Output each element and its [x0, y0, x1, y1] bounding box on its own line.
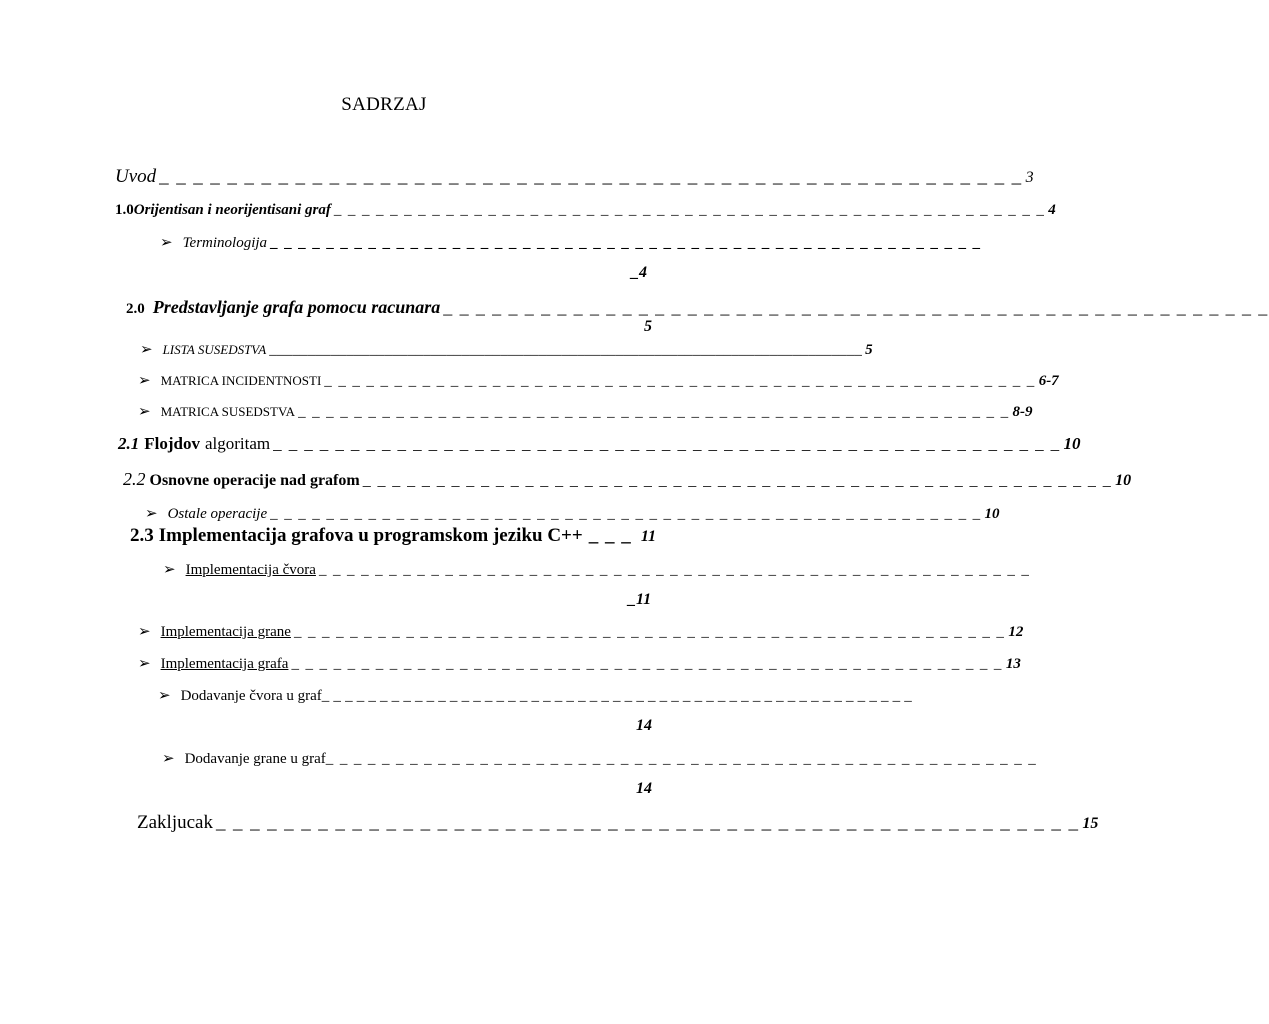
toc-entry-ostale-operacije[interactable] [145, 504, 1000, 523]
toc-entry-matrica-incidentnosti[interactable] [138, 371, 1059, 390]
toc-label-bold: Flojdov [144, 434, 200, 453]
toc-page: 12 [1008, 624, 1024, 640]
toc-leader: _ _ _ _ _ _ _ _ _ _ _ _ _ _ _ _ _ _ _ _ _ _ _ _ _ _ _ _ _ _ _ _ _ _ _ _ _ _ _ _ _ _ _ _ _ _ _ _ _ _ _ [321, 688, 912, 704]
arrow-bullet-icon: ➢ [145, 506, 158, 522]
toc-leader: _ _ _ _ _ _ _ _ _ _ _ _ _ _ _ _ _ _ _ _ _ _ _ _ _ _ _ _ _ _ _ _ _ _ _ _ _ _ _ _ _ _ _ _ _ _ _ _ _ _ _ [293, 624, 1006, 640]
toc-label: Zakljucak [137, 812, 213, 833]
toc-label: Uvod [115, 166, 157, 187]
toc-page: 10 [984, 506, 1000, 522]
toc-label: Ostale operacije [167, 506, 268, 522]
toc-entry-lista-susedstva[interactable] [140, 340, 873, 359]
toc-entry-zakljucak[interactable] [137, 812, 1099, 834]
toc-entry-implementacija-grafa[interactable] [138, 654, 1021, 673]
toc-entry-2-0[interactable] [126, 297, 1269, 318]
toc-label: Orijentisan i neorijentisani graf [133, 202, 331, 218]
toc-entry-implementacija-cvora[interactable] [163, 560, 1031, 579]
arrow-bullet-icon: ➢ [138, 404, 151, 420]
arrow-bullet-icon: ➢ [163, 562, 176, 578]
toc-label: MATRICA INCIDENTNOSTI [160, 373, 322, 388]
toc-leader: _ _ _ _ _ _ _ _ _ _ _ _ _ _ _ _ _ _ _ _ _ _ _ _ _ _ _ _ _ _ _ _ _ _ _ _ _ _ _ _ _ _ _ _ _ _ _ _ _ _ _ [273, 434, 1061, 453]
toc-leader: _ _ _ _ _ _ _ _ _ _ _ _ _ _ _ _ _ _ _ _ _ _ _ _ _ _ _ _ _ _ _ _ _ _ _ _ _ _ _ _ _ _ _ _ _ _ _ _ _ _ _ [325, 751, 1038, 767]
toc-page: 11 [640, 528, 656, 545]
toc-entry-dodavanje-grane[interactable] [162, 749, 1038, 768]
toc-page: 13 [1005, 656, 1021, 672]
toc-label: Predstavljanje grafa pomocu racunara [152, 297, 441, 317]
toc-page: _4 [631, 264, 647, 281]
toc-page: 15 [1082, 815, 1099, 832]
arrow-bullet-icon: ➢ [138, 656, 151, 672]
toc-leader: _ _ _ _ _ _ _ _ _ _ _ _ _ _ _ _ _ _ _ _ _ _ _ _ _ _ _ _ _ _ _ _ _ _ _ _ _ _ _ _ _ _ _ _ _ _ _ _ _ _ _ [298, 404, 1010, 420]
arrow-bullet-icon: ➢ [160, 235, 173, 251]
toc-label: Terminologija [182, 235, 268, 251]
toc-leader: _ _ _ _ _ _ _ _ _ _ _ _ _ _ _ _ _ _ _ _ _ _ _ _ _ _ _ _ _ _ _ _ _ _ _ _ _ _ _ _ _ _ _ _ _ _ _ _ _ _ _ [159, 166, 1023, 187]
toc-leader: _ _ _ _ _ _ _ _ _ _ _ _ _ _ _ _ _ _ _ _ _ _ _ _ _ _ _ _ _ _ _ _ _ _ _ _ _ _ _ _ _ _ _ _ _ _ _ _ _ _ _ [333, 202, 1046, 218]
toc-page: 4 [1048, 202, 1056, 218]
toc-leader: _ _ _ _ _ _ _ _ _ _ _ _ _ _ _ _ _ _ _ _ _ _ _ _ _ _ _ _ _ _ _ _ _ _ _ _ _ _ _ _ _ _ _ _ _ _ _ _ _ _ _ [270, 235, 982, 251]
toc-entry-2-3[interactable] [130, 525, 656, 547]
toc-label: Implementacija grane [160, 624, 291, 640]
toc-number: 2.3 [130, 525, 154, 546]
arrow-bullet-icon: ➢ [158, 688, 171, 704]
toc-label: algoritam [204, 434, 271, 453]
toc-leader: _ _ _ _ _ _ _ _ _ _ _ _ _ _ _ _ _ _ _ _ _ _ _ _ _ _ _ _ _ _ _ _ _ _ _ _ _ _ _ _ _ _ _ _ _ _ _ _ _ _ _ [362, 472, 1113, 489]
toc-entry-2-1[interactable] [118, 434, 1081, 454]
toc-leader: _ _ _ _ _ _ _ _ _ _ _ _ _ _ _ _ _ _ _ _ _ _ _ _ _ _ _ _ _ _ _ _ _ _ _ _ _ _ _ _ _ _ _ _ _ _ _ _ _ _ _ [443, 297, 1269, 317]
toc-page: 5 [865, 342, 873, 358]
toc-label: Implementacija grafova u programskom jeziku C++ [158, 525, 583, 546]
toc-label: Implementacija čvora [185, 562, 316, 578]
toc-page: 3 [1025, 169, 1034, 186]
toc-leader: _ _ _ _ _ _ _ _ _ _ _ _ _ _ _ _ _ _ _ _ _ _ _ _ _ _ _ _ _ _ _ _ _ _ _ _ _ _ _ _ _ _ _ _ _ _ _ _ _ _ _ [291, 656, 1003, 672]
toc-label: Osnovne operacije nad grafom [149, 472, 360, 489]
toc-label: MATRICA SUSEDSTVA [160, 404, 296, 419]
toc-entry-uvod[interactable] [115, 166, 1034, 188]
toc-page: 6-7 [1038, 373, 1059, 389]
toc-page: 10 [1063, 434, 1081, 453]
toc-label: Dodavanje grane u graf [184, 751, 326, 767]
toc-page: _11 [628, 591, 652, 608]
toc-label: LISTA SUSEDSTVA [162, 342, 267, 357]
toc-leader: _ _ _ _ _ _ _ _ _ _ _ _ _ _ _ _ _ _ _ _ _ _ _ _ _ _ _ _ _ _ _ _ _ _ _ _ _ _ _ _ _ _ _ _ _ _ _ _ _ _ _ [324, 373, 1036, 389]
toc-label: Dodavanje čvora u graf [180, 688, 322, 704]
toc-leader: _ _ _ _ _ _ _ _ _ _ _ _ _ _ _ _ _ _ _ _ _ _ _ _ _ _ _ _ _ _ _ _ _ _ _ _ _ _ _ _ _ _ _ _ _ _ _ _ _ _ _ [318, 562, 1031, 578]
arrow-bullet-icon: ➢ [140, 342, 153, 358]
toc-leader: _ _ _ _ _ _ _ _ _ _ _ _ _ _ _ _ _ _ _ _ _ _ _ _ _ _ _ _ _ _ _ _ _ _ _ _ _ _ _ _ _ _ _ _ _ _ _ _ _ _ _ [215, 812, 1080, 833]
toc-entry-1-0[interactable] [115, 202, 1056, 219]
toc-page: 10 [1115, 472, 1132, 489]
arrow-bullet-icon: ➢ [138, 624, 151, 640]
toc-number: 2.2 [123, 469, 146, 489]
toc-number: 2.0 [126, 301, 145, 317]
arrow-bullet-icon: ➢ [138, 373, 151, 389]
toc-leader: _ _ _ [588, 525, 632, 546]
toc-number: 1.0 [115, 202, 134, 218]
arrow-bullet-icon: ➢ [162, 751, 175, 767]
toc-number: 2.1 [118, 434, 140, 453]
toc-page: 14 [636, 717, 652, 734]
toc-entry-dodavanje-cvora[interactable] [158, 686, 912, 705]
toc-entry-matrica-susedstva[interactable] [138, 402, 1033, 421]
toc-entry-implementacija-grane[interactable] [138, 622, 1024, 641]
toc-entry-terminologija[interactable] [160, 233, 982, 252]
toc-leader: _ _ _ _ _ _ _ _ _ _ _ _ _ _ _ _ _ _ _ _ _ _ _ _ _ _ _ _ _ _ _ _ _ _ _ _ _ _ _ _ _ _ _ _ _ _ _ _ _ _ _ [270, 506, 982, 522]
toc-title: SADRZAJ [341, 94, 427, 115]
toc-page: 14 [636, 780, 652, 797]
toc-entry-2-2[interactable] [123, 469, 1132, 490]
toc-label: Implementacija grafa [160, 656, 289, 672]
toc-page: 5 [644, 318, 652, 335]
toc-leader: _____________________________________________________________________________ [269, 342, 863, 358]
toc-page: 8-9 [1012, 404, 1033, 420]
